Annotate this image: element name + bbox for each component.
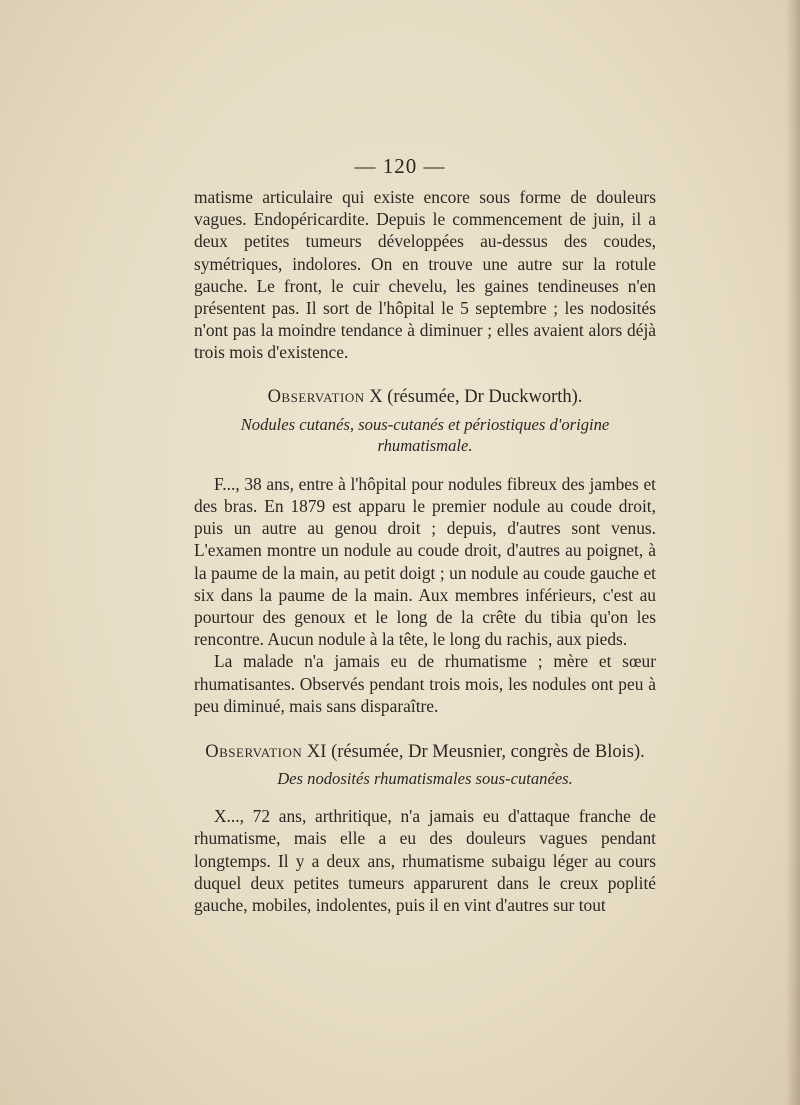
body-text bbox=[194, 186, 656, 916]
paragraph-continuation: matisme articulaire qui existe encore sous forme de douleurs vagues. Endopéricardite. Depuis le commencement de juin, il a deux petites tumeurs développées au-dessus des coudes, symétriques, indolores. On en trouve une autre sur la rotule gauche. Le front, le cuir chevelu, les gaines tendineuses n'en présentent pas. Il sort de l'hôpital le 5 septembre ; les nodosités n'ont pas la moindre tendance à diminuer ; elles avaient alors déjà trois mois d'existence. bbox=[194, 187, 656, 363]
page-number: — 120 — bbox=[354, 154, 446, 178]
observation-label: Observation bbox=[205, 742, 303, 763]
observation-x-title: X (résumée, Dr Duckworth). bbox=[364, 386, 583, 407]
observation-x-paragraph-2: La malade n'a jamais eu de rhumatisme ; mère et sœur rhumatisantes. Observés pendant trois mois, les nodules ont peu à peu diminué, mais sans disparaître. bbox=[194, 651, 656, 716]
observation-label: Observation bbox=[267, 386, 365, 407]
observation-x-heading bbox=[194, 386, 656, 408]
observation-x-subtitle: Nodules cutanés, sous-cutanés et périostiques d'origine rhumatismale. bbox=[240, 414, 610, 455]
observation-x-paragraph-1: F..., 38 ans, entre à l'hôpital pour nodules fibreux des jambes et des bras. En 1879 est apparu le premier nodule au coude droit, puis un autre au genou droit ; depuis, d'autres sont venus. L'examen montre un nodule au coude droit, d'autres au poignet, à la paume de la main, au petit doigt ; un nodule au coude gauche et six dans la paume de la main. Aux membres inférieurs, c'est au pourtour des genoux et le long de la crête du tibia qu'on les rencontre. Aucun nodule à la tête, le long du rachis, aux pieds. bbox=[194, 473, 656, 650]
observation-xi-subtitle: Des nodosités rhumatismales sous-cutanées. bbox=[277, 769, 573, 789]
observation-xi-title: XI (résumée, Dr Meusnier, congrès de Blois). bbox=[302, 742, 645, 763]
observation-xi-heading bbox=[194, 741, 656, 763]
observation-xi-paragraph-1: X..., 72 ans, arthritique, n'a jamais eu d'attaque franche de rhumatisme, mais elle a eu des douleurs vagues pendant longtemps. Il y a deux ans, rhumatisme subaigu léger au cours duquel deux petites tumeurs apparurent dans le creux poplité gauche, mobiles, indolentes, puis il en vint d'autres sur tout bbox=[194, 806, 656, 916]
